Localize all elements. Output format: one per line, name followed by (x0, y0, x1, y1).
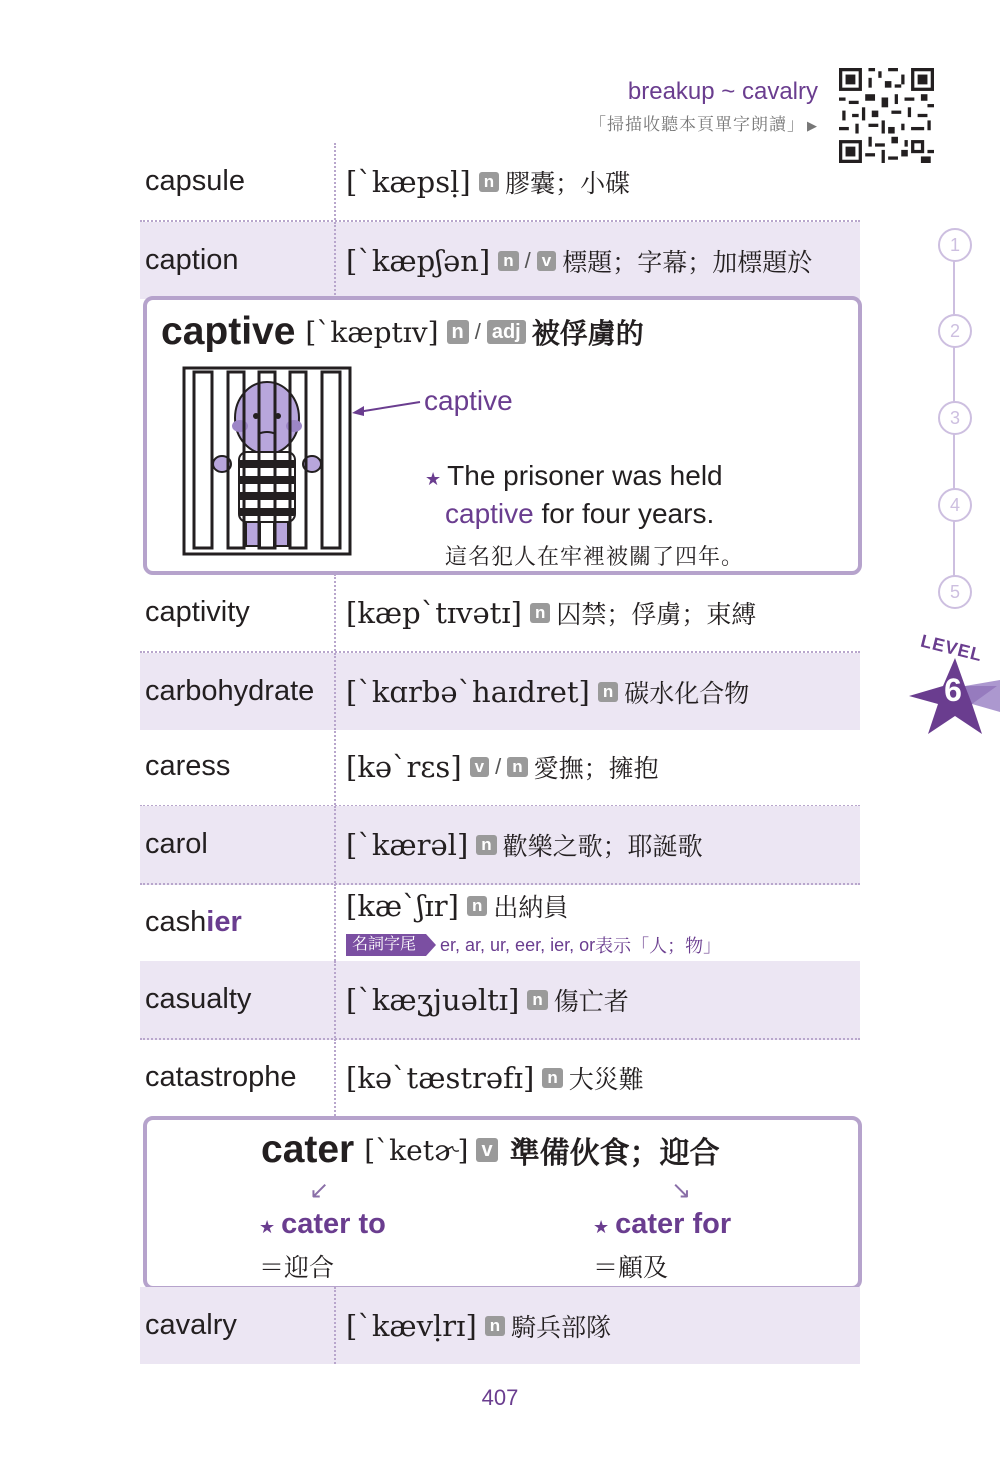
column-divider (334, 222, 336, 299)
entry-word: cavalry (145, 1309, 237, 1341)
entry-cavalry (140, 1287, 860, 1364)
level-label: LEVEL (918, 630, 985, 666)
play-triangle-icon: ▶ (807, 118, 818, 133)
phrase-text: cater to (281, 1208, 386, 1240)
entry-carol (140, 806, 860, 885)
phrase-cater-to (259, 1208, 386, 1241)
pos-separator: / (495, 753, 502, 779)
level-5-tab[interactable]: 5 (938, 575, 972, 609)
entry-definition (346, 961, 629, 1038)
word-stem: cash (145, 906, 207, 938)
pos-badge: n (507, 757, 527, 777)
ipa: [kəˋrɛs] (346, 749, 462, 784)
phrase-meaning: ＝顧及 (593, 1254, 669, 1282)
entry-word: carbohydrate (145, 675, 315, 707)
meaning: 騎兵部隊 (511, 1313, 612, 1342)
example-text: for four years. (533, 498, 715, 529)
entry-captivity (140, 574, 860, 653)
page-number: 407 (481, 1385, 519, 1410)
scan-note-text: 「掃描收聽本頁單字朗讀」 (589, 115, 805, 134)
ipa: [ˋkæpsḷ] (346, 164, 471, 199)
example-translation: 這名犯人在牢裡被關了四年。 (445, 544, 745, 569)
pos-badge: n (479, 172, 499, 192)
current-level-number: 6 (944, 672, 962, 708)
entry-definition (346, 1287, 611, 1364)
entry-caress (140, 728, 860, 807)
entry-definition (346, 143, 630, 220)
cater-feature-box (143, 1116, 862, 1290)
ipa: [ˋkæptɪv] (305, 315, 439, 349)
pos-badge: adj (487, 320, 526, 344)
entry-definition (346, 222, 812, 299)
entry-capsule (140, 143, 860, 222)
entry-definition (346, 574, 756, 651)
prisoner-illustration (182, 366, 352, 556)
level-4-tab[interactable]: 4 (938, 488, 972, 522)
entry-word: casualty (145, 983, 252, 1015)
star-icon: ★ (425, 469, 442, 489)
feature-word: captive (161, 310, 296, 353)
meaning: 碳水化合物 (624, 679, 750, 708)
entry-word (145, 884, 242, 961)
ipa: [ˋkærəl] (346, 827, 469, 862)
ipa: [ˋketɚ] (364, 1133, 469, 1167)
entry-word: caption (145, 244, 239, 276)
column-divider (334, 1287, 336, 1364)
ipa: [ˋkæʒjuəltɪ] (346, 982, 520, 1017)
entry-word: carol (145, 828, 208, 860)
ipa: [kæˋʃɪr] (346, 889, 459, 923)
entry-word: caress (145, 750, 231, 782)
meaning: 準備伙食；迎合 (509, 1137, 720, 1170)
meaning: 標題；字幕；加標題於 (562, 248, 813, 277)
cater-heading (261, 1128, 720, 1172)
example-sentence-line1 (425, 460, 723, 492)
chevron-down-right-icon: ↘ (671, 1177, 692, 1204)
meaning: 愛撫；擁抱 (533, 754, 659, 783)
captive-feature-box (143, 296, 862, 575)
meaning: 大災難 (568, 1065, 644, 1094)
entry-catastrophe (140, 1039, 860, 1116)
level-1-tab[interactable]: 1 (938, 228, 972, 262)
illustration-label: captive (424, 385, 513, 416)
entry-definition (346, 884, 568, 928)
pos-badge: v (537, 251, 556, 271)
entry-word: captivity (145, 596, 250, 628)
ipa: [ˋkæpʃən] (346, 243, 491, 278)
ipa: [ˋkævḷrɪ] (346, 1308, 477, 1343)
pointer-arrow-icon (350, 396, 422, 420)
column-divider (334, 728, 336, 805)
column-divider (334, 806, 336, 883)
ipa: [kəˋtæstrəfɪ] (346, 1060, 535, 1095)
column-divider (334, 653, 336, 730)
pos-badge: v (476, 1138, 497, 1162)
example-sentence-line2 (445, 498, 714, 530)
entry-definition (346, 728, 659, 805)
suffix-tag: 名詞字尾 (346, 934, 426, 956)
phrase-text: cater for (615, 1208, 732, 1240)
pos-badge: n (527, 990, 547, 1010)
pos-badge: n (447, 320, 469, 344)
word-suffix: ier (206, 906, 242, 938)
pos-badge: n (485, 1316, 505, 1336)
phrase-cater-for (593, 1208, 731, 1241)
suffix-meaning: 表示「人；物」 (595, 936, 722, 956)
column-divider (334, 1039, 336, 1116)
pos-badge: n (542, 1068, 562, 1088)
entry-casualty (140, 961, 860, 1040)
phrase-meaning: ＝迎合 (259, 1254, 335, 1282)
suffix-list: er, ar, ur, eer, ier, or (440, 934, 596, 955)
pos-badge: n (467, 896, 487, 916)
meaning: 出納員 (493, 894, 569, 922)
level-2-tab[interactable]: 2 (938, 314, 972, 348)
chevron-down-left-icon: ↙ (309, 1177, 330, 1204)
meaning: 傷亡者 (553, 987, 629, 1016)
ipa: [kæpˋtɪvətɪ] (346, 595, 522, 630)
column-divider (334, 884, 336, 961)
captive-heading (161, 310, 644, 354)
pos-separator: / (474, 319, 481, 344)
ipa: [ˋkɑrbəˋhaɪdret] (346, 674, 590, 709)
entry-definition (346, 806, 703, 883)
meaning: 歡樂之歌；耶誕歌 (502, 832, 703, 861)
example-keyword: captive (445, 498, 534, 529)
page-range-title: breakup ~ cavalry (627, 78, 818, 105)
entry-definition (346, 653, 749, 730)
example-text: The prisoner was held (447, 460, 723, 491)
entry-carbohydrate (140, 653, 860, 730)
column-divider (334, 143, 336, 220)
pos-separator: / (524, 247, 531, 273)
entry-cashier (140, 884, 860, 963)
meaning: 囚禁；俘虜；束縛 (556, 600, 757, 629)
entry-word: capsule (145, 165, 245, 197)
pos-badge: n (476, 835, 496, 855)
pos-badge: n (498, 251, 518, 271)
column-divider (334, 961, 336, 1038)
meaning: 膠囊；小碟 (505, 169, 631, 198)
column-divider (334, 574, 336, 651)
pos-badge: n (530, 603, 550, 623)
level-3-tab[interactable]: 3 (938, 401, 972, 435)
entry-caption (140, 222, 860, 299)
scan-note (589, 110, 818, 135)
star-icon: ★ (593, 1217, 610, 1237)
pos-badge: n (598, 682, 618, 702)
feature-word: cater (261, 1128, 355, 1171)
suffix-note (346, 932, 721, 958)
pos-badge: v (470, 757, 489, 777)
entry-definition (346, 1039, 644, 1116)
entry-word: catastrophe (145, 1061, 297, 1093)
meaning: 被俘虜的 (531, 318, 644, 349)
star-icon: ★ (259, 1217, 276, 1237)
